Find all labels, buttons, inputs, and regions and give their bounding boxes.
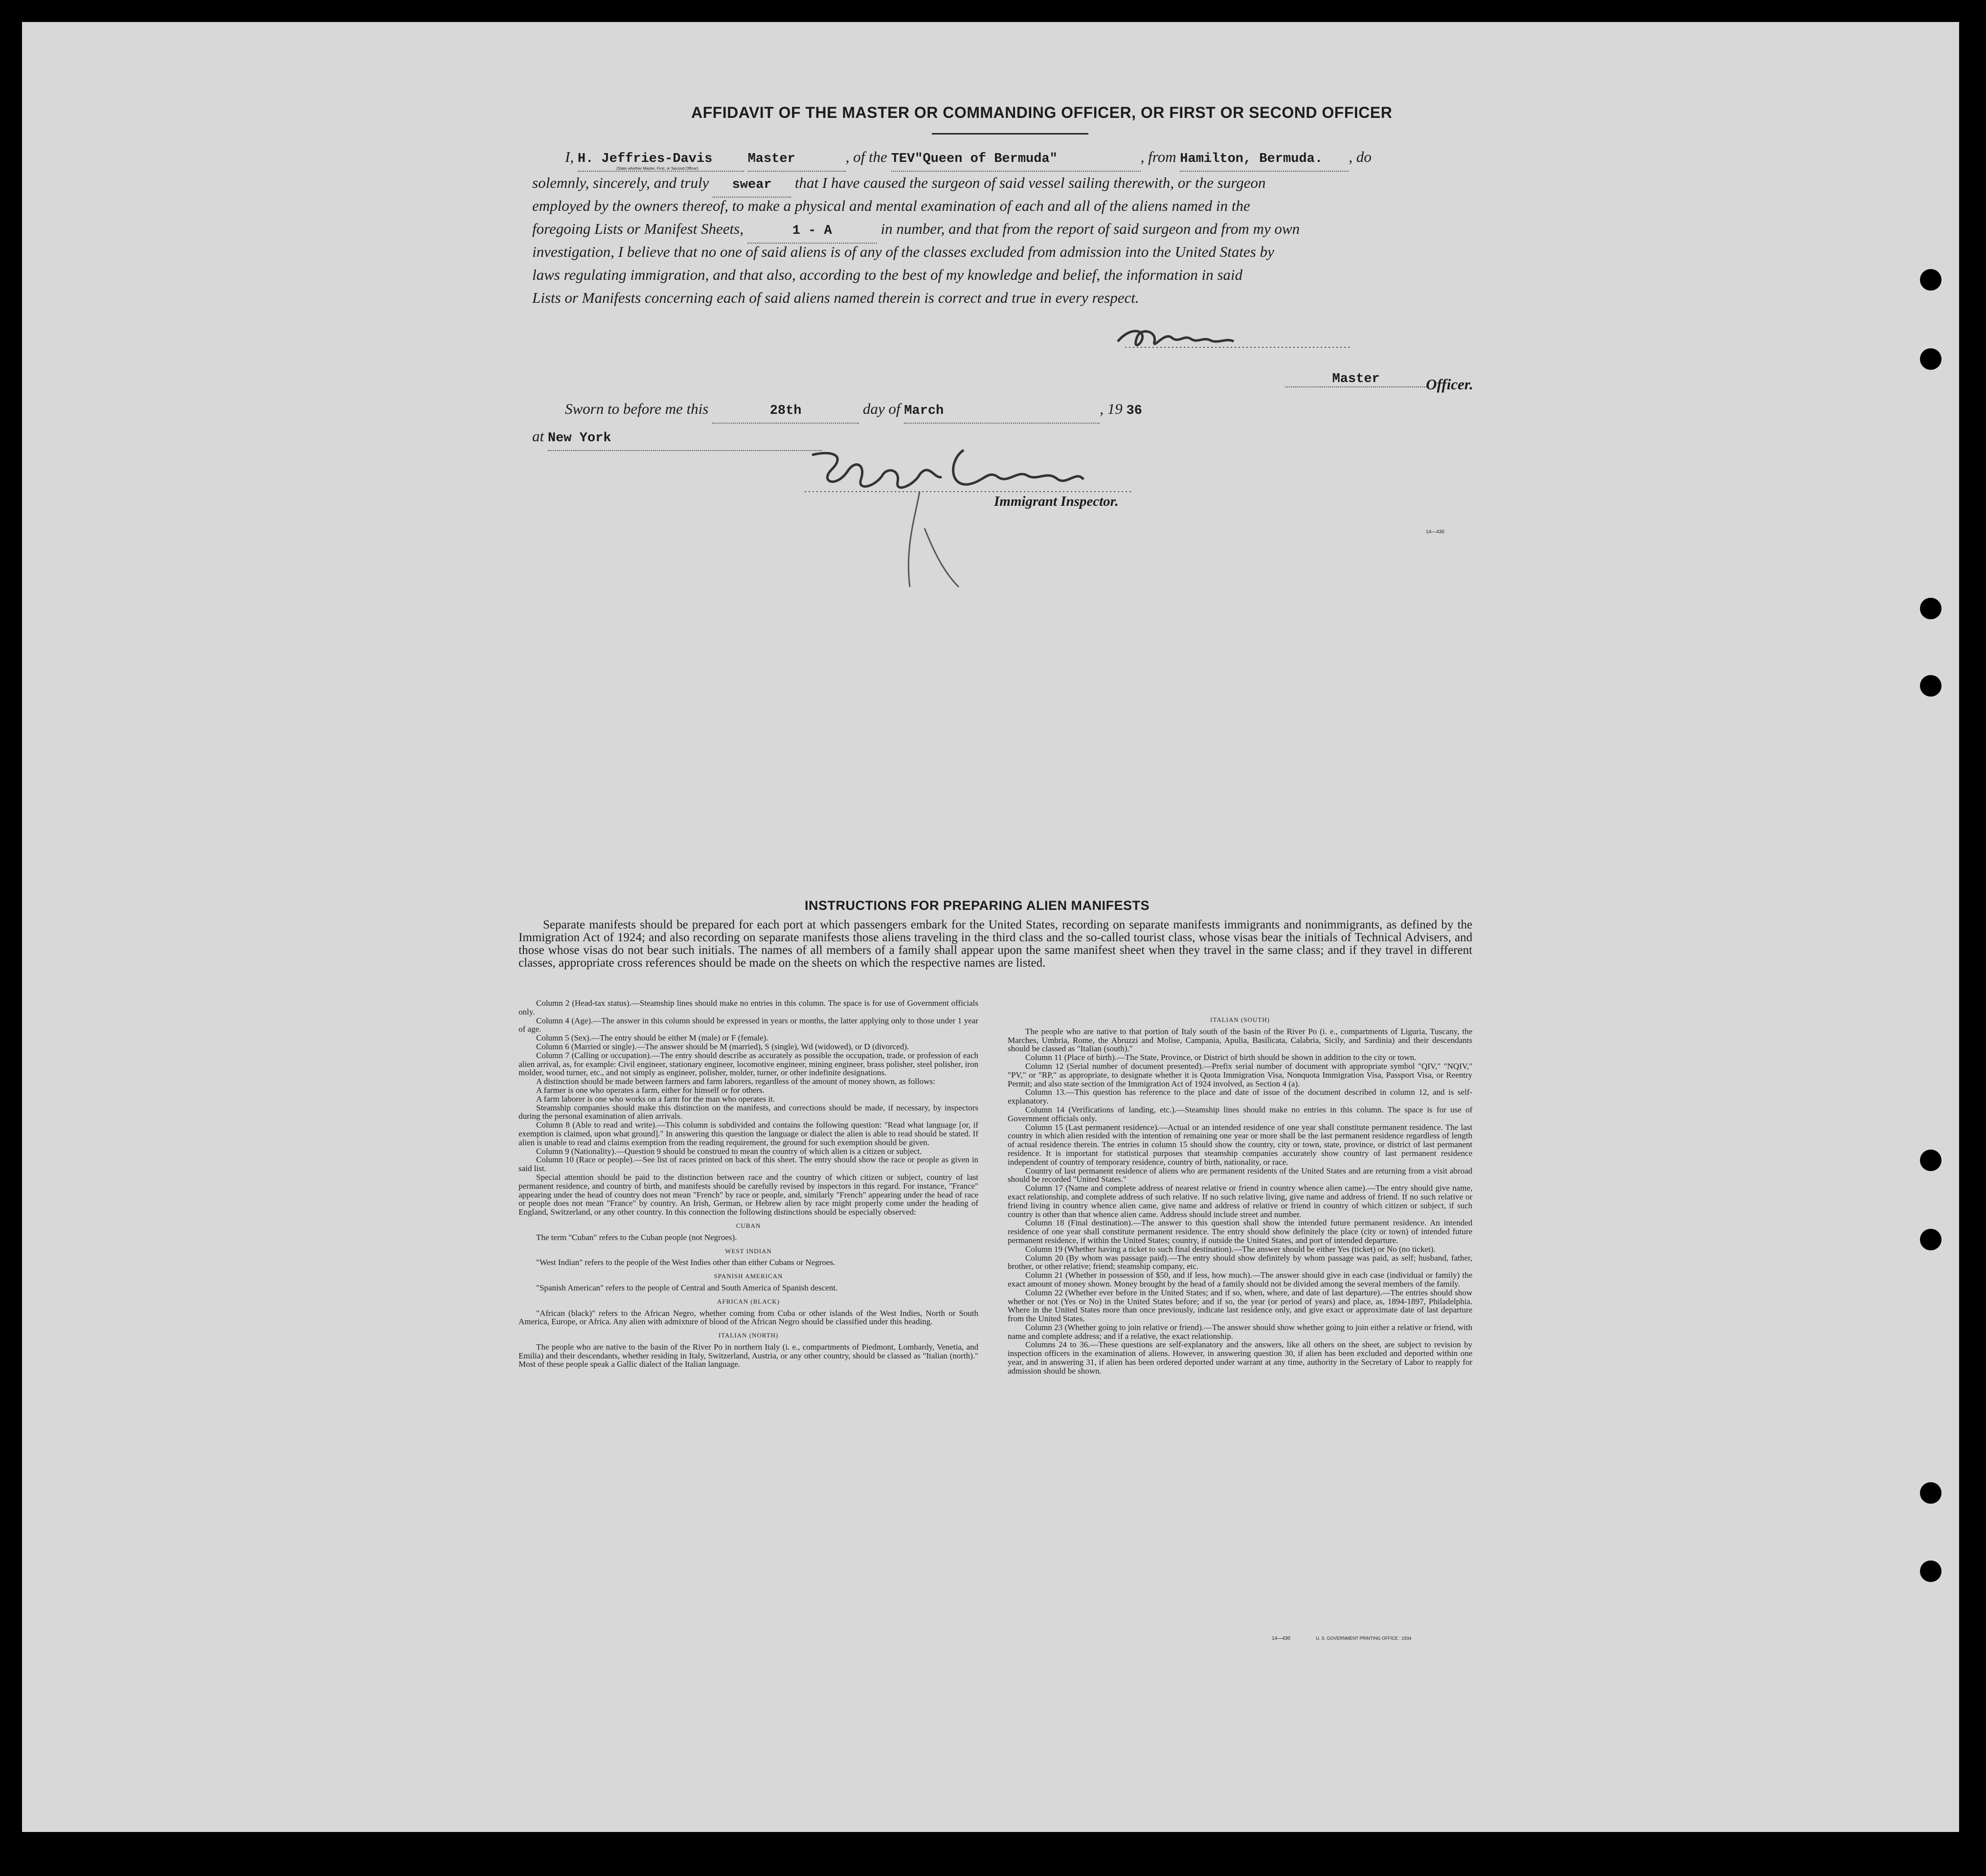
text-sworn: Sworn to before me this xyxy=(565,400,709,417)
affidavit-line-7: Lists or Manifests concerning each of said aliens named therein is correct and true in every respect. xyxy=(532,289,1139,306)
instruction-paragraph: Column 2 (Head-tax status).—Steamship lines should make no entries in this column. The space is for use of Government officials only. xyxy=(519,998,978,1017)
section-heading: SPANISH AMERICAN xyxy=(714,1272,783,1280)
sheet-count: 1 - A xyxy=(747,220,877,244)
instruction-paragraph: Steamship companies should make this distinction on the manifests, and corrections should be made, if necessary, by inspectors during the personal examination of alien arrivals. xyxy=(519,1103,978,1121)
text-day-of: day of xyxy=(862,400,901,417)
sworn-place: New York xyxy=(548,427,822,451)
departure-port: Hamilton, Bermuda. xyxy=(1180,148,1349,172)
section-heading: ITALIAN (NORTH) xyxy=(718,1332,779,1339)
text-at: at xyxy=(532,428,544,445)
instruction-paragraph: Column 11 (Place of birth).—The State, Province, or District of birth should be shown in addition to the city or town. xyxy=(1025,1053,1417,1062)
officer-rank-signature: Master xyxy=(1285,372,1427,387)
instruction-paragraph: Column 7 (Calling or occupation).—The entry should describe as accurately as possible the occupation, trade, or profession of each alien arrival, as, for example: Civil engineer, stationary engineer, locomotive engineer, mining engineer, brass polisher, steel polisher, iron molder, wood turner, etc., and not simply as engineer, polisher, molder, turner, or other indefinite designations. xyxy=(519,1050,978,1078)
officer-rank: Master xyxy=(748,148,846,172)
instruction-paragraph: Column 9 (Nationality).—Question 9 should be construed to mean the country of which alien is a citizen or subject. xyxy=(536,1146,922,1156)
instruction-paragraph: A distinction should be made between farmers and farm laborers, regardless of the amount of money shown, as follows: xyxy=(536,1077,935,1086)
text-from: , from xyxy=(1140,148,1176,165)
section-heading: WEST INDIAN xyxy=(725,1247,772,1255)
instruction-paragraph: A farmer is one who operates a farm, either for himself or for others. xyxy=(536,1085,765,1095)
punch-hole xyxy=(1920,348,1941,370)
instruction-paragraph: Column 4 (Age).—The answer in this column should be expressed in years or months, the latter applying only to those under 1 year of age. xyxy=(519,1016,978,1034)
instruction-paragraph: Special attention should be paid to the distinction between race and the country of which citizen or subject, country of last permanent residence, and country of birth, and manifests should be carefully revised by inspectors in this regard. For instance, "France" appearing under the head of country does not mean "French" by race or people, and, similarly "French" appearing under the head of race or people does not mean "France" by country. An Irish, German, or Hebrew alien by race might properly come under the heading of England, Switzerland, or any other country. In this connection the following distinctions should be especially observed: xyxy=(519,1172,978,1217)
punch-hole xyxy=(1920,675,1941,697)
footer-printer: U. S. GOVERNMENT PRINTING OFFICE : 1934 xyxy=(1316,1636,1412,1641)
text-i: I, xyxy=(565,148,574,165)
punch-hole xyxy=(1920,1482,1941,1504)
section-heading: AFRICAN (BLACK) xyxy=(717,1297,780,1305)
instruction-paragraph: Column 19 (Whether having a ticket to such final destination).—The answer should be either Yes (ticket) or No (no ticket). xyxy=(1025,1244,1436,1254)
sworn-year: 36 xyxy=(1126,404,1142,418)
instruction-paragraph: Column 14 (Verifications of landing, etc.).—Steamship lines should make no entries in this column. The space is for use of Government officials only. xyxy=(1008,1105,1472,1123)
instruction-paragraph: Column 6 (Married or single).—The answer should be M (married), S (single), Wd (widowed), or D (divorced). xyxy=(536,1041,909,1051)
affidavit-line-2 xyxy=(532,171,1265,198)
instructions-intro: Separate manifests should be prepared for each port at which passengers embark for the United States, recording on separate manifests immigrants and nonimmigrants, as defined by the Immigration Act of 1924; and also recording on separate manifests those aliens traveling in the third class and the so-called tourist class, whose visas bear the initials of Technical Advisers, and those whose visas do not bear such initials. The names of all members of a family shall appear upon the same manifest sheet when they travel in the same class; and if they travel in different classes, appropriate cross references should be made on the sheets on which the respective names are listed. xyxy=(519,918,1472,970)
oath-word: swear xyxy=(713,174,791,198)
officer-signature xyxy=(1110,317,1365,361)
instruction-paragraph: Columns 24 to 36.—These questions are self-explanatory and the answers, like all others on the sheet, are subject to revision by inspection officers in the examination of aliens. However, in answering question 30, if alien has been excluded and deported within one year, and in answering 31, if alien has been ordered deported under warrant at any time, authority in the Secretary of Labor to reapply for admission should be shown. xyxy=(1008,1340,1472,1376)
punch-hole xyxy=(1920,1150,1941,1171)
instruction-paragraph: Column 8 (Able to read and write).—This column is subdivided and contains the following question: "Read what language [or, if exemption is claimed, upon what ground]." In answering this question the language or dialect the alien is able to read should be stated. If alien is unable to read and claims exemption from the reading requirement, the ground for such exemption should be given. xyxy=(519,1120,978,1147)
punch-hole xyxy=(1920,269,1941,291)
affidavit-line-4 xyxy=(532,217,1300,244)
affidavit-line-5: investigation, I believe that no one of said aliens is of any of the classes excluded from admission into the United States by xyxy=(532,243,1274,260)
section-heading: CUBAN xyxy=(736,1221,761,1229)
text-foregoing: foregoing Lists or Manifest Sheets, xyxy=(532,220,744,237)
text-solemnly: solemnly, sincerely, and truly xyxy=(532,174,709,191)
instruction-paragraph: Column 21 (Whether in possession of $50, and if less, how much).—The answer should give in each case (individual or family) the exact amount of money shown. Money brought by the head of a family should not be divided among the several members of the family. xyxy=(1008,1270,1472,1288)
instructions-right-column xyxy=(1008,1011,1472,1376)
inspector-caption: Immigrant Inspector. xyxy=(994,494,1119,509)
punch-hole xyxy=(1920,1229,1941,1250)
punch-hole xyxy=(1920,598,1941,619)
text-do: , do xyxy=(1349,148,1372,165)
officer-suffix: Officer. xyxy=(1426,376,1473,393)
instruction-paragraph: Column 12 (Serial number of document presented).—Prefix serial number of document with appropriate symbol "QIV," "NQIV," "PV," or "RP," as appropriate, to designate whether it is Quota Immigration Visa, Nonquota Immigration Visa, Passport Visa, or Reentry Permit; and also state section of the Immigration Act of 1924 involved, as Section 4 (a). xyxy=(1008,1061,1472,1088)
instruction-paragraph: Column 18 (Final destination).—The answer to this question shall show the intended future permanent residence. An intended residence of one year shall constitute permanent residence. The entry should show definitely the place (city or town) of intended future permanent residence, if within the United States; country, if outside the United States, and port of intended departure. xyxy=(1008,1218,1472,1245)
instructions-title: INSTRUCTIONS FOR PREPARING ALIEN MANIFESTS xyxy=(805,898,1150,913)
affidavit-title: AFFIDAVIT OF THE MASTER OR COMMANDING OFFICER, OR FIRST OR SECOND OFFICER xyxy=(691,104,1393,121)
sworn-place-line xyxy=(532,425,822,451)
sworn-line xyxy=(565,397,1142,424)
text-of-the: , of the xyxy=(845,148,887,165)
sworn-month: March xyxy=(904,400,1100,424)
affidavit-line-3: employed by the owners thereof, to make a physical and mental examination of each and all of the aliens named in the xyxy=(532,197,1250,214)
affidavit-line-6: laws regulating immigration, and that also, according to the best of my knowledge and belief, the information in said xyxy=(532,266,1243,283)
inspector-signature xyxy=(802,440,1145,626)
punch-hole xyxy=(1920,1560,1941,1582)
definition-paragraph: "West Indian" refers to the people of the West Indies other than either Cubans or Negroes. xyxy=(536,1258,835,1267)
instruction-paragraph: Column 22 (Whether ever before in the United States; and if so, when, where, and date of last departure).—The entries should show whether or not (Yes or No) in the United States before; and if so, the year (or period of years) and place, as, 1894-1897, Philadelphia. Where in the United States more than once previously, indicate last residence only, and give exact or approximate date of last departure from the United States. xyxy=(1008,1288,1472,1324)
instructions-left-column xyxy=(519,999,978,1371)
vessel-name: TEV"Queen of Bermuda" xyxy=(891,148,1141,172)
text-year-prefix: , 19 xyxy=(1100,400,1123,417)
text-in-number: in number, and that from the report of said surgeon and from my own xyxy=(880,220,1300,237)
instruction-paragraph: Column 13.—This question has reference to the place and date of issue of the document described in column 12, and is self-explanatory. xyxy=(1008,1087,1472,1106)
text-surgeon: that I have caused the surgeon of said vessel sailing therewith, or the surgeon xyxy=(794,174,1266,191)
instruction-paragraph: Country of last permanent residence of aliens who are permanent residents of the United States and are returning from a visit abroad should be recorded "United States." xyxy=(1008,1166,1472,1184)
rank-caption: (State whether Master, First, or Second Officer) xyxy=(616,166,699,171)
definition-paragraph: The term "Cuban" refers to the Cuban people (not Negroes). xyxy=(536,1232,737,1242)
definition-paragraph: "African (black)" refers to the African Negro, whether coming from Cuba or other islands of the West Indies, North or South America, Europe, or Africa. Any alien with admixture of blood of the African Negro should be classified under this heading. xyxy=(519,1308,978,1327)
instruction-paragraph: The people who are native to that portion of Italy south of the basin of the River Po (i. e., compartments of Liguria, Tuscany, the Marches, Umbria, Rome, the Abruzzi and Molise, Campania, Apulia, Basilicata, Calabria, Sicily, and Sardinia) and their descendants should be classed as "Italian (south)." xyxy=(1008,1026,1472,1054)
affidavit-form-number: 14—430 xyxy=(1426,529,1444,535)
title-underline xyxy=(932,133,1088,135)
footer-form-number: 14—430 xyxy=(1272,1636,1290,1641)
instruction-paragraph: Column 20 (By whom was passage paid).—The entry should show definitely by whom passage was paid, as self; husband, father, brother, or other relative; friend; steamship company, etc. xyxy=(1008,1253,1472,1271)
section-heading: ITALIAN (SOUTH) xyxy=(1210,1016,1270,1023)
instruction-paragraph: Column 23 (Whether going to join relative or friend).—The answer should show whether going to join either a relative or friend, with name and complete address; and if a relative, the exact relationship. xyxy=(1008,1322,1472,1341)
officer-name: H. Jeffries-Davis xyxy=(578,148,744,172)
instruction-paragraph: Column 15 (Last permanent residence).—Actual or an intended residence of one year shall constitute permanent residence. The last country in which alien resided with the intention of remaining one year or more shall be the last permanent residence regardless of length of actual residence therein. The entries in column 15 should show the country, city or town, state, province, or district of last permanent residence. It is important for statistical purposes that steamship companies accurately show country of last permanent residence independent of country of temporary residence, country of birth, nationality, or race. xyxy=(1008,1122,1472,1167)
definition-paragraph: "Spanish American" refers to the people of Central and South America of Spanish descent. xyxy=(536,1283,838,1292)
instruction-paragraph: A farm laborer is one who works on a farm for the man who operates it. xyxy=(536,1094,775,1104)
instruction-paragraph: Column 10 (Race or people).—See list of races printed on back of this sheet. The entry should show the race or people as given in said list. xyxy=(519,1155,978,1174)
instruction-paragraph: Column 17 (Name and complete address of nearest relative or friend in country whence alien came).—The entry should give name, exact relationship, and complete address of such relative. If no such relative living, give name and address of friend. If no such relative or friend living in country whence alien came, give name and address of relative or friend in country of which citizen or subject, if such country is other than that whence alien came. Address should include street and number. xyxy=(1008,1183,1472,1219)
instruction-paragraph: Column 5 (Sex).—The entry should be either M (male) or F (female). xyxy=(536,1033,768,1043)
definition-paragraph: The people who are native to the basin of the River Po in northern Italy (i. e., compartments of Piedmont, Lombardy, Venetia, and Emilia) and their descendants, whether residing in Italy, Switzerland, Austria, or any other country, should be classed as "Italian (north)." Most of these people speak a Gallic dialect of the Italian language. xyxy=(519,1342,978,1369)
sworn-day: 28th xyxy=(712,400,859,424)
